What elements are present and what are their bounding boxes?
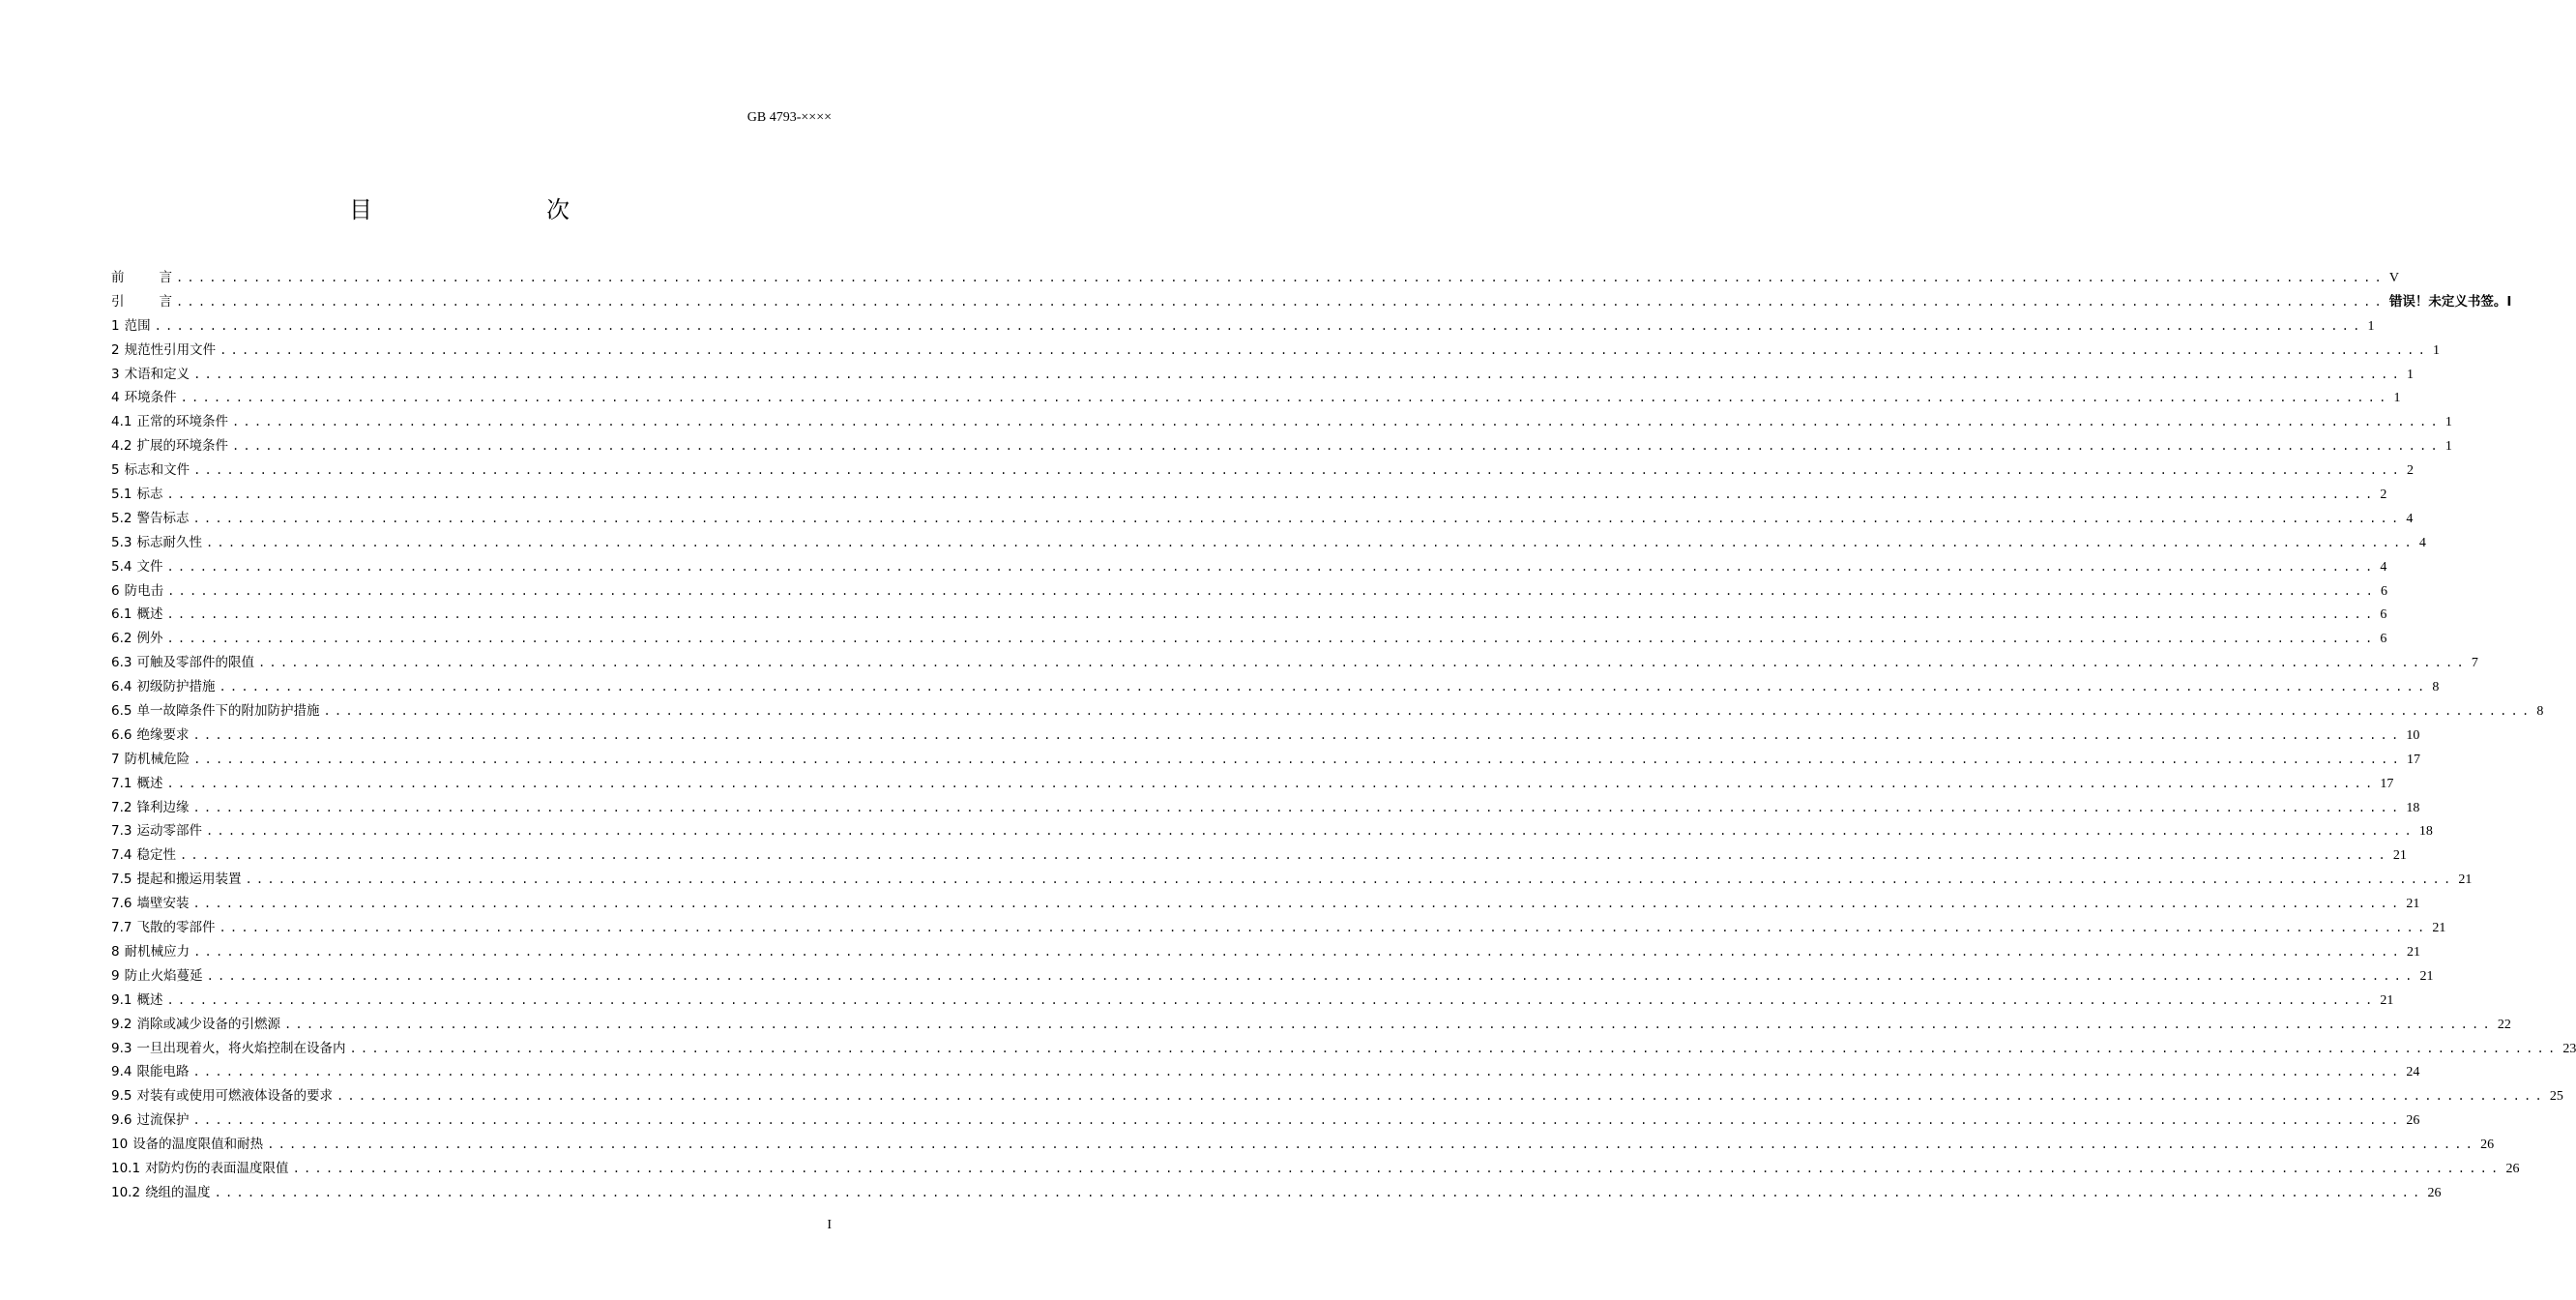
toc-entry[interactable] <box>111 531 2426 555</box>
toc-entry-page: 21 <box>2406 897 2420 912</box>
toc-entry-number: 9.4 <box>111 1064 132 1080</box>
toc-entry[interactable] <box>111 892 2420 916</box>
toc-entry-number: 9.5 <box>111 1088 132 1105</box>
toc-entry-title: 规范性引用文件 <box>124 341 217 358</box>
toc-entry-page: 17 <box>2380 776 2394 791</box>
toc-entry[interactable] <box>111 675 2440 699</box>
toc-leader-dots: ........................................................................................................................................................................................................ <box>180 391 2390 405</box>
toc-entry-number: 4 <box>111 390 120 406</box>
toc-leader-dots: ........................................................................................................................................................................................................ <box>176 294 2386 309</box>
toc-entry-page: 1 <box>2444 415 2452 430</box>
toc-entry-number: 4.1 <box>111 414 132 430</box>
toc-entry-page: 21 <box>2458 872 2473 888</box>
toc-leader-dots: ........................................................................................................................................................................................................ <box>214 1185 2424 1199</box>
toc-entry-page: 21 <box>2419 968 2434 984</box>
toc-entry-title: 绝缘要求 <box>136 726 190 743</box>
toc-entry-page: 26 <box>2427 1185 2442 1200</box>
toc-entry[interactable] <box>111 796 2420 820</box>
toc-entry-title: 耐机械应力 <box>124 943 190 960</box>
toc-entry-page: 26 <box>2505 1161 2520 1176</box>
toc-leader-dots: ........................................................................................................................................................................................................ <box>166 488 2377 502</box>
toc-entry-number: 9 <box>111 967 120 984</box>
toc-entry-page: 8 <box>2536 704 2544 720</box>
toc-entry[interactable] <box>111 724 2420 748</box>
toc-entry[interactable] <box>111 748 2421 772</box>
toc-leader-dots: ........................................................................................................................................................................................................ <box>267 1138 2477 1152</box>
toc-entry-number: 9.3 <box>111 1040 132 1056</box>
toc-entry-page: 21 <box>2392 848 2407 864</box>
toc-entry-number: 7.6 <box>111 896 132 912</box>
toc-entry-number: 7 <box>111 751 120 767</box>
toc-entry-number: 6.1 <box>111 606 132 623</box>
toc-entry-number: 前 <box>111 270 125 285</box>
toc-entry-page: 8 <box>2432 680 2440 695</box>
toc-entry-title: 概述 <box>136 775 163 791</box>
page-title: 目 次 <box>349 196 612 223</box>
toc-entry-title: 过流保护 <box>136 1112 190 1129</box>
toc-entry-title: 文件 <box>136 558 163 575</box>
toc-entry-number: 4.2 <box>111 438 132 455</box>
toc-entry-number: 5.2 <box>111 510 132 526</box>
toc-entry[interactable] <box>111 1108 2420 1133</box>
toc-entry-page: 4 <box>2406 511 2414 526</box>
toc-entry[interactable] <box>111 1181 2442 1205</box>
toc-entry[interactable] <box>111 772 2394 796</box>
toc-entry[interactable] <box>111 819 2433 843</box>
toc-entry-number: 5.1 <box>111 487 132 503</box>
toc-leader-dots: ........................................................................................................................................................................................................ <box>336 1089 2546 1104</box>
toc-leader-dots: ........................................................................................................................................................................................................ <box>166 607 2377 622</box>
toc-entry-page: 18 <box>2406 800 2420 815</box>
toc-entry-title: 防机械危险 <box>124 751 190 767</box>
toc-entry-title: 术语和定义 <box>124 366 190 382</box>
toc-entry-number: 6.2 <box>111 631 132 647</box>
toc-entry-number: 7.1 <box>111 775 132 791</box>
toc-leader-dots: ........................................................................................................................................................................................................ <box>192 727 2403 742</box>
toc-entry[interactable] <box>111 603 2387 627</box>
toc-entry-page: 4 <box>2380 559 2387 575</box>
toc-entry[interactable] <box>111 651 2478 675</box>
toc-entry[interactable] <box>111 964 2434 989</box>
toc-entry-title: 设备的温度限值和耐热 <box>132 1137 264 1153</box>
toc-entry-title: 稳定性 <box>136 847 176 864</box>
toc-entry-number: 5 <box>111 462 120 479</box>
toc-entry-title: 墙壁安装 <box>136 896 190 912</box>
toc-leader-dots: ........................................................................................................................................................................................................ <box>179 848 2389 863</box>
toc-entry-page: 25 <box>2549 1089 2563 1105</box>
toc-entry[interactable] <box>111 1084 2563 1108</box>
toc-entry[interactable] <box>111 339 2441 363</box>
toc-entry[interactable] <box>111 916 2446 940</box>
toc-entry-page: 1 <box>2393 391 2401 406</box>
toc-entry[interactable] <box>111 507 2414 531</box>
toc-leader-dots: ........................................................................................................................................................................................................ <box>166 559 2377 574</box>
toc-entry-number: 3 <box>111 366 120 382</box>
toc-entry[interactable] <box>111 483 2387 507</box>
toc-entry-number: 10 <box>111 1137 129 1153</box>
toc-entry-title: 对装有或使用可燃液体设备的要求 <box>136 1088 333 1105</box>
toc-entry-page: 21 <box>2407 944 2421 960</box>
toc-leader-dots: ........................................................................................................................................................................................................ <box>219 921 2429 935</box>
toc-entry-page: 2 <box>2407 463 2415 479</box>
toc-entry[interactable] <box>111 1133 2495 1157</box>
toc-entry-page: 2 <box>2380 488 2387 503</box>
toc-leader-dots: ........................................................................................................................................................................................................ <box>205 824 2415 839</box>
toc-leader-dots: ........................................................................................................................................................................................................ <box>231 439 2442 454</box>
toc-entry-title: 对防灼伤的表面温度限值 <box>145 1160 289 1176</box>
toc-entry-number: 7.5 <box>111 872 132 888</box>
toc-entry-page: 26 <box>2406 1113 2420 1129</box>
toc-leader-dots: ........................................................................................................................................................................................................ <box>192 1065 2403 1079</box>
toc-entry-title: 防止火焰蔓延 <box>124 967 203 984</box>
toc-entry-page: 10 <box>2406 727 2420 743</box>
toc-entry-number: 9.6 <box>111 1112 132 1129</box>
toc-entry-number: 7.4 <box>111 847 132 864</box>
toc-entry-page: 23 <box>2562 1041 2576 1056</box>
toc-entry-number: 1 <box>111 317 120 334</box>
toc-entry-number: 6 <box>111 582 120 599</box>
toc-entry-title: 运动零部件 <box>136 823 202 840</box>
toc-leader-dots: ........................................................................................................................................................................................................ <box>192 1113 2403 1128</box>
toc-entry[interactable] <box>111 1157 2520 1181</box>
toc-entry[interactable] <box>111 699 2544 724</box>
toc-entry[interactable] <box>111 868 2473 892</box>
toc-entry-title: 绕组的温度 <box>145 1184 211 1200</box>
toc-leader-dots: ........................................................................................................................................................................................................ <box>206 968 2416 983</box>
toc-leader-dots: ........................................................................................................................................................................................................ <box>283 1017 2494 1031</box>
toc-entry-title: 一旦出现着火，将火焰控制在设备内 <box>136 1040 346 1056</box>
toc-entry-page: 6 <box>2380 632 2387 647</box>
toc-leader-dots: ........................................................................................................................................................................................................ <box>245 872 2455 887</box>
page-number: I <box>827 1218 832 1232</box>
toc-entry-page: 21 <box>2380 992 2394 1008</box>
toc-entry[interactable] <box>111 363 2415 387</box>
toc-entry-page: 24 <box>2406 1065 2420 1080</box>
toc-entry-page: 1 <box>2433 342 2441 358</box>
toc-entry-title: 单一故障条件下的附加防护措施 <box>136 703 320 720</box>
toc-leader-dots: ........................................................................................................................................................................................................ <box>192 897 2403 911</box>
standard-number: GB 4793-×××× <box>746 110 832 125</box>
toc-entry-number: 10.2 <box>111 1184 141 1200</box>
toc-entry-page: 26 <box>2480 1138 2495 1153</box>
toc-entry-page: 错误！未定义书签。I <box>2388 293 2512 310</box>
toc-entry-page: V <box>2388 271 2400 285</box>
toc-entry-number: 5.3 <box>111 534 132 550</box>
toc-entry-page: 18 <box>2418 824 2433 840</box>
toc-entry-number: 9.1 <box>111 991 132 1008</box>
toc-leader-dots: ........................................................................................................................................................................................................ <box>167 583 2378 598</box>
toc-entry-title: 防电击 <box>124 582 164 599</box>
toc-entry[interactable] <box>111 579 2388 604</box>
toc-entry-page: 17 <box>2407 752 2421 767</box>
toc-entry-number: 6.3 <box>111 655 132 671</box>
toc-entry-number: 5.4 <box>111 558 132 575</box>
toc-leader-dots: ........................................................................................................................................................................................................ <box>166 992 2377 1007</box>
toc-entry-title: 警告标志 <box>136 510 190 526</box>
toc-entry-number: 6.6 <box>111 726 132 743</box>
toc-leader-dots: ........................................................................................................................................................................................................ <box>193 944 2404 959</box>
toc-entry-number: 10.1 <box>111 1160 141 1176</box>
toc-leader-dots: ........................................................................................................................................................................................................ <box>219 680 2429 694</box>
toc-entry-title: 可触及零部件的限值 <box>136 655 254 671</box>
toc-leader-dots: ........................................................................................................................................................................................................ <box>166 632 2377 646</box>
toc-entry[interactable] <box>111 843 2407 868</box>
toc-leader-dots: ........................................................................................................................................................................................................ <box>192 800 2403 814</box>
toc-entry-title: 正常的环境条件 <box>136 414 228 430</box>
toc-entry[interactable] <box>111 290 2512 314</box>
toc-entry-number: 6.5 <box>111 703 132 720</box>
toc-leader-dots: ........................................................................................................................................................................................................ <box>193 367 2404 381</box>
toc-entry[interactable] <box>111 314 2375 339</box>
toc-leader-dots: ........................................................................................................................................................................................................ <box>154 318 2364 333</box>
toc-entry-title: 限能电路 <box>136 1064 190 1080</box>
toc-entry[interactable] <box>111 627 2387 651</box>
toc-entry-number: 9.2 <box>111 1016 132 1032</box>
toc-entry-title: 提起和搬运用装置 <box>136 872 242 888</box>
toc-leader-dots: ........................................................................................................................................................................................................ <box>166 776 2377 790</box>
toc-entry[interactable] <box>111 386 2401 410</box>
toc-entry-number: 7.7 <box>111 920 132 936</box>
table-of-contents <box>111 266 2576 1205</box>
toc-entry-title: 环境条件 <box>124 390 177 406</box>
toc-entry-number: 6.4 <box>111 679 132 695</box>
toc-entry-page: 4 <box>2418 535 2426 550</box>
toc-entry-title: 标志 <box>136 487 163 503</box>
toc-entry-title: 扩展的环境条件 <box>136 438 228 455</box>
toc-entry[interactable] <box>111 1037 2576 1061</box>
toc-entry-title: 例外 <box>136 631 163 647</box>
toc-entry-page: 21 <box>2432 921 2446 936</box>
toc-leader-dots: ........................................................................................................................................................................................................ <box>257 656 2468 670</box>
toc-leader-dots: ........................................................................................................................................................................................................ <box>323 704 2533 719</box>
toc-leader-dots: ........................................................................................................................................................................................................ <box>349 1041 2560 1055</box>
toc-entry-number: 7.2 <box>111 799 132 815</box>
toc-entry-page: 1 <box>2367 318 2375 334</box>
toc-entry[interactable] <box>111 458 2415 483</box>
toc-entry-page: 6 <box>2380 607 2387 623</box>
toc-entry-page: 1 <box>2444 439 2452 455</box>
toc-leader-dots: ........................................................................................................................................................................................................ <box>193 463 2404 478</box>
toc-entry-title: 锋利边缘 <box>136 799 190 815</box>
toc-leader-dots: ........................................................................................................................................................................................................ <box>220 342 2430 357</box>
toc-leader-dots: ........................................................................................................................................................................................................ <box>205 535 2415 549</box>
toc-entry-number: 2 <box>111 341 120 358</box>
toc-entry-title: 概述 <box>136 606 163 623</box>
toc-entry[interactable] <box>111 434 2452 458</box>
toc-entry-title: 飞散的零部件 <box>136 920 216 936</box>
toc-leader-dots: ........................................................................................................................................................................................................ <box>193 752 2404 766</box>
toc-entry-page: 22 <box>2497 1017 2511 1032</box>
toc-entry-number: 7.3 <box>111 823 132 840</box>
toc-entry[interactable] <box>111 989 2394 1013</box>
toc-entry-page: 7 <box>2471 656 2478 671</box>
toc-entry-title: 范围 <box>124 317 151 334</box>
toc-entry[interactable] <box>111 1060 2420 1084</box>
toc-entry[interactable] <box>111 1013 2511 1037</box>
toc-leader-dots: ........................................................................................................................................................................................................ <box>292 1161 2503 1175</box>
toc-entry-page: 6 <box>2381 583 2388 599</box>
toc-entry-title: 标志耐久性 <box>136 534 202 550</box>
toc-entry[interactable] <box>111 555 2387 579</box>
toc-leader-dots: ........................................................................................................................................................................................................ <box>176 271 2386 284</box>
toc-entry-title: 标志和文件 <box>124 462 190 479</box>
toc-entry[interactable] <box>111 940 2421 964</box>
toc-entry-title: 消除或减少设备的引燃源 <box>136 1016 280 1032</box>
toc-entry-number: 引 <box>111 293 125 310</box>
toc-entry-number: 8 <box>111 943 120 960</box>
toc-entry-title: 言 <box>159 293 172 310</box>
toc-leader-dots: ........................................................................................................................................................................................................ <box>231 415 2442 429</box>
toc-entry[interactable] <box>111 266 2400 290</box>
toc-entry-title: 概述 <box>136 991 163 1008</box>
toc-entry[interactable] <box>111 410 2452 434</box>
toc-entry-title: 言 <box>159 270 172 285</box>
toc-leader-dots: ........................................................................................................................................................................................................ <box>192 511 2403 525</box>
toc-entry-title: 初级防护措施 <box>136 679 216 695</box>
toc-entry-page: 1 <box>2407 367 2415 382</box>
